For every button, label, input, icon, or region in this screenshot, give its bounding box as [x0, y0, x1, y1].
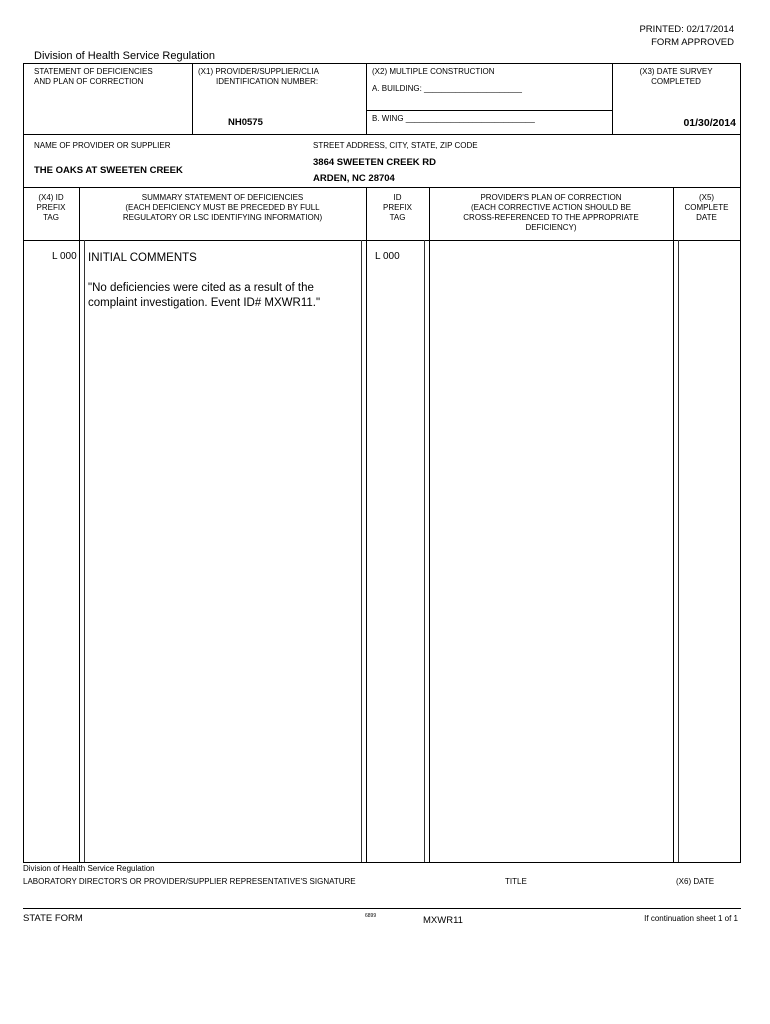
title-label: TITLE — [505, 877, 527, 886]
footer-rule — [23, 908, 741, 909]
x4-header: (X4) ID PREFIX TAG — [36, 193, 66, 222]
provider-name-label: NAME OF PROVIDER OR SUPPLIER — [34, 141, 171, 150]
form-number: 6899 — [365, 913, 377, 919]
x2-label: (X2) MULTIPLE CONSTRUCTION — [372, 67, 495, 76]
tag-left: L 000 — [52, 251, 77, 262]
continuation-sheet: If continuation sheet 1 of 1 — [644, 914, 738, 923]
signature-label: LABORATORY DIRECTOR'S OR PROVIDER/SUPPLIER REPRESENTATIVE'S SIGNATURE — [23, 877, 356, 886]
x2-building: A. BUILDING: ______________________ — [372, 84, 522, 93]
x3-label: (X3) DATE SURVEY COMPLETED — [639, 67, 713, 86]
comment-text-2: complaint investigation. Event ID# MXWR11." — [88, 297, 321, 309]
id-header: ID PREFIX TAG — [383, 193, 412, 222]
statement-label: STATEMENT OF DEFICIENCIES AND PLAN OF CORRECTION — [34, 67, 153, 86]
address-label: STREET ADDRESS, CITY, STATE, ZIP CODE — [313, 141, 478, 150]
initial-comments-title: INITIAL COMMENTS — [88, 252, 197, 264]
date-label: (X6) DATE — [676, 877, 715, 886]
comment-text-1: "No deficiencies were cited as a result of the — [88, 282, 314, 294]
x2-wing: B. WING _____________________________ — [372, 114, 535, 123]
form-approved: FORM APPROVED — [651, 37, 734, 48]
summary-header: SUMMARY STATEMENT OF DEFICIENCIES (EACH DEFICIENCY MUST BE PRECEDED BY FULL REGULATORY OR LSC IDENTIFYING INFORMATION) — [122, 193, 323, 222]
printed-date: PRINTED: 02/17/2014 — [639, 24, 734, 35]
footer-agency: Division of Health Service Regulation — [23, 864, 155, 873]
provider-id-number: NH0575 — [228, 117, 263, 128]
address-line-2: ARDEN, NC 28704 — [313, 173, 395, 184]
tag-right: L 000 — [375, 251, 400, 262]
event-id: MXWR11 — [423, 915, 463, 926]
state-form: STATE FORM — [23, 913, 83, 924]
x5-header: (X5) COMPLETE DATE — [684, 193, 729, 222]
provider-name: THE OAKS AT SWEETEN CREEK — [34, 165, 183, 176]
plan-header: PROVIDER'S PLAN OF CORRECTION (EACH CORRECTIVE ACTION SHOULD BE CROSS-REFERENCED TO THE APPROPRIATE DEFICIENCY) — [463, 193, 639, 232]
address-line-1: 3864 SWEETEN CREEK RD — [313, 157, 437, 168]
survey-date: 01/30/2014 — [683, 117, 736, 129]
x1-label: (X1) PROVIDER/SUPPLIER/CLIA IDENTIFICATION NUMBER: — [198, 67, 319, 86]
agency-title: Division of Health Service Regulation — [34, 50, 215, 62]
